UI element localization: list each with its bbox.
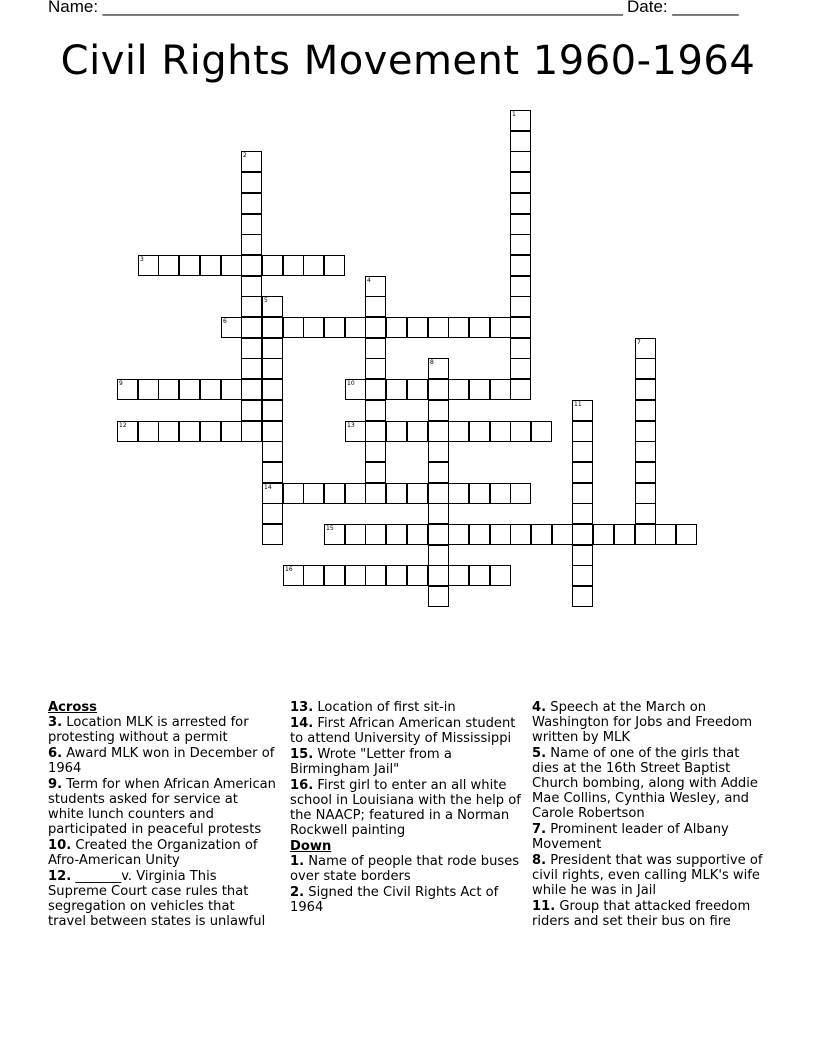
clue-text: Group that attacked freedom riders and set their bus on fire <box>532 899 751 929</box>
crossword-cell[interactable] <box>448 524 469 545</box>
clue-number: 10. <box>48 838 72 853</box>
crossword-cell[interactable] <box>345 483 366 504</box>
crossword-cell[interactable] <box>365 483 386 504</box>
crossword-cell[interactable] <box>365 524 386 545</box>
crossword-cell[interactable] <box>386 483 407 504</box>
crossword-cell[interactable] <box>241 358 262 379</box>
crossword-cell[interactable] <box>365 421 386 442</box>
clue-item <box>48 715 276 745</box>
crossword-cell[interactable] <box>572 586 593 607</box>
cell-number: 14 <box>264 484 272 491</box>
crossword-cell[interactable] <box>510 338 531 359</box>
crossword-cell[interactable] <box>572 441 593 462</box>
date-field-label: Date: _______ <box>627 0 739 16</box>
across-heading: Across <box>48 700 97 715</box>
crossword-cell[interactable] <box>490 317 511 338</box>
crossword-cell[interactable] <box>324 524 345 545</box>
crossword-cell[interactable] <box>428 421 449 442</box>
crossword-cell[interactable] <box>510 214 531 235</box>
crossword-cell[interactable] <box>510 296 531 317</box>
clue-column-1 <box>48 700 276 930</box>
cell-number: 7 <box>637 339 641 346</box>
down-heading: Down <box>290 839 332 854</box>
cell-number: 4 <box>367 277 371 284</box>
crossword-cell[interactable] <box>117 421 138 442</box>
crossword-cell[interactable] <box>262 255 283 276</box>
crossword-cell[interactable] <box>303 483 324 504</box>
crossword-cell[interactable] <box>428 565 449 586</box>
crossword-cell[interactable] <box>345 317 366 338</box>
crossword-cell[interactable] <box>241 193 262 214</box>
crossword-cell[interactable] <box>552 524 573 545</box>
crossword-cell[interactable] <box>428 317 449 338</box>
clue-item <box>532 899 764 929</box>
crossword-cell[interactable] <box>469 524 490 545</box>
clue-text: Speech at the March on Washington for Jobs and Freedom written by MLK <box>532 700 753 745</box>
crossword-cell[interactable] <box>262 441 283 462</box>
crossword-cell[interactable] <box>510 483 531 504</box>
crossword-cell[interactable] <box>241 296 262 317</box>
clue-number: 14. <box>290 716 314 731</box>
crossword-cell[interactable] <box>448 317 469 338</box>
crossword-cell[interactable] <box>635 441 656 462</box>
crossword-cell[interactable] <box>635 400 656 421</box>
page-title: Civil Rights Movement 1960-1964 <box>60 38 756 84</box>
clue-column-3 <box>532 700 764 930</box>
crossword-cell[interactable] <box>138 255 159 276</box>
crossword-cell[interactable] <box>365 276 386 297</box>
cell-number: 10 <box>347 380 355 387</box>
crossword-cell[interactable] <box>241 214 262 235</box>
crossword-cell[interactable] <box>365 462 386 483</box>
crossword-cell[interactable] <box>158 421 179 442</box>
clue-text: President that was supportive of civil rights, even calling MLK's wife while he was in Jail <box>532 853 763 898</box>
crossword-cell[interactable] <box>469 421 490 442</box>
crossword-cell[interactable] <box>490 421 511 442</box>
crossword-cell[interactable] <box>221 379 242 400</box>
crossword-cell[interactable] <box>469 317 490 338</box>
crossword-cell[interactable] <box>510 317 531 338</box>
crossword-cell[interactable] <box>407 379 428 400</box>
cell-number: 8 <box>430 359 434 366</box>
cell-number: 13 <box>347 422 355 429</box>
crossword-cell[interactable] <box>614 524 635 545</box>
clue-text: Signed the Civil Rights Act of 1964 <box>290 885 499 915</box>
crossword-cell[interactable] <box>365 441 386 462</box>
crossword-cell[interactable] <box>262 503 283 524</box>
clue-item <box>48 838 276 868</box>
crossword-cell[interactable] <box>510 524 531 545</box>
clue-number: 4. <box>532 700 547 715</box>
crossword-cell[interactable] <box>407 483 428 504</box>
crossword-cell[interactable] <box>303 317 324 338</box>
crossword-cell[interactable] <box>241 317 262 338</box>
clue-item <box>532 822 764 852</box>
crossword-cell[interactable] <box>324 255 345 276</box>
crossword-cell[interactable] <box>428 586 449 607</box>
crossword-cell[interactable] <box>635 524 656 545</box>
clue-number: 12. <box>48 869 72 884</box>
crossword-cell[interactable] <box>448 483 469 504</box>
crossword-cell[interactable] <box>179 379 200 400</box>
crossword-cell[interactable] <box>635 421 656 442</box>
clue-number: 5. <box>532 746 547 761</box>
clue-text: Name of people that rode buses over state borders <box>290 854 520 884</box>
crossword-cell[interactable] <box>490 379 511 400</box>
clue-column-2 <box>290 700 522 916</box>
crossword-cell[interactable] <box>365 317 386 338</box>
crossword-cell[interactable] <box>283 483 304 504</box>
crossword-cell[interactable] <box>428 358 449 379</box>
cell-number: 5 <box>264 297 268 304</box>
clue-number: 16. <box>290 778 314 793</box>
crossword-cell[interactable] <box>262 317 283 338</box>
cell-number: 1 <box>512 111 516 118</box>
crossword-cell[interactable] <box>490 524 511 545</box>
crossword-cell[interactable] <box>262 338 283 359</box>
crossword-cell[interactable] <box>221 421 242 442</box>
clue-text: Term for when African American students asked for service at white lunch counters and participated in peaceful protests <box>48 777 276 837</box>
clue-number: 13. <box>290 700 314 715</box>
crossword-cell[interactable] <box>635 503 656 524</box>
crossword-cell[interactable] <box>407 524 428 545</box>
crossword-cell[interactable] <box>572 565 593 586</box>
cell-number: 9 <box>119 380 123 387</box>
crossword-cell[interactable] <box>386 421 407 442</box>
crossword-cell[interactable] <box>572 483 593 504</box>
crossword-cell[interactable] <box>572 545 593 566</box>
crossword-cell[interactable] <box>262 400 283 421</box>
crossword-cell[interactable] <box>572 462 593 483</box>
crossword-cell[interactable] <box>138 421 159 442</box>
crossword-cell[interactable] <box>407 421 428 442</box>
clue-item <box>48 869 276 929</box>
crossword-cell[interactable] <box>262 358 283 379</box>
crossword-cell[interactable] <box>635 462 656 483</box>
crossword-cell[interactable] <box>428 462 449 483</box>
clue-text: Prominent leader of Albany Movement <box>532 822 729 852</box>
clue-text: Award MLK won in December of 1964 <box>48 746 275 776</box>
clue-item <box>48 777 276 837</box>
crossword-cell[interactable] <box>365 379 386 400</box>
crossword-cell[interactable] <box>241 172 262 193</box>
crossword-cell[interactable] <box>572 503 593 524</box>
crossword-cell[interactable] <box>510 193 531 214</box>
clue-number: 3. <box>48 715 63 730</box>
crossword-cell[interactable] <box>510 379 531 400</box>
crossword-cell[interactable] <box>593 524 614 545</box>
crossword-cell[interactable] <box>510 255 531 276</box>
clue-number: 2. <box>290 885 305 900</box>
crossword-cell[interactable] <box>200 421 221 442</box>
crossword-cell[interactable] <box>676 524 697 545</box>
clue-text: Wrote "Letter from a Birmingham Jail" <box>290 747 452 777</box>
clue-number: 11. <box>532 899 556 914</box>
clue-text: Name of one of the girls that dies at the 16th Street Baptist Church bombing, along with Addie Mae Collins, Cynthia Wesley, and Carole Robertson <box>532 746 758 821</box>
clue-number: 1. <box>290 854 305 869</box>
crossword-cell[interactable] <box>510 358 531 379</box>
crossword-cell[interactable] <box>531 524 552 545</box>
crossword-cell[interactable] <box>283 255 304 276</box>
clue-item <box>290 747 522 777</box>
crossword-cell[interactable] <box>510 172 531 193</box>
crossword-cell[interactable] <box>448 421 469 442</box>
crossword-cell[interactable] <box>117 379 138 400</box>
crossword-cell[interactable] <box>262 524 283 545</box>
crossword-cell[interactable] <box>635 358 656 379</box>
crossword-cell[interactable] <box>572 421 593 442</box>
crossword-cell[interactable] <box>448 379 469 400</box>
crossword-cell[interactable] <box>345 565 366 586</box>
clue-item <box>290 885 522 915</box>
crossword-cell[interactable] <box>262 483 283 504</box>
crossword-cell[interactable] <box>241 421 262 442</box>
crossword-cell[interactable] <box>138 379 159 400</box>
crossword-cell[interactable] <box>407 565 428 586</box>
crossword-cell[interactable] <box>179 421 200 442</box>
clue-item <box>532 746 764 821</box>
clue-item <box>290 854 522 884</box>
crossword-cell[interactable] <box>262 379 283 400</box>
crossword-cell[interactable] <box>386 379 407 400</box>
crossword-cell[interactable] <box>241 255 262 276</box>
crossword-cell[interactable] <box>303 255 324 276</box>
crossword-cell[interactable] <box>428 379 449 400</box>
crossword-cell[interactable] <box>448 565 469 586</box>
clue-text: First African American student to attend University of Mississippi <box>290 716 516 746</box>
crossword-cell[interactable] <box>635 338 656 359</box>
crossword-cell[interactable] <box>365 400 386 421</box>
crossword-cell[interactable] <box>241 151 262 172</box>
crossword-cell[interactable] <box>469 379 490 400</box>
crossword-cell[interactable] <box>428 503 449 524</box>
crossword-cell[interactable] <box>221 317 242 338</box>
crossword-cell[interactable] <box>303 565 324 586</box>
crossword-cell[interactable] <box>324 483 345 504</box>
clue-text: Created the Organization of Afro-American Unity <box>48 838 258 868</box>
crossword-cell[interactable] <box>179 255 200 276</box>
clue-text: Location MLK is arrested for protesting without a permit <box>48 715 249 745</box>
crossword-cell[interactable] <box>241 379 262 400</box>
clue-item <box>532 700 764 745</box>
clue-number: 6. <box>48 746 63 761</box>
clue-text: _______v. Virginia This Supreme Court case rules that segregation on vehicles that travel between states is unlawful <box>48 869 266 929</box>
crossword-cell[interactable] <box>283 565 304 586</box>
crossword-cell[interactable] <box>572 524 593 545</box>
crossword-cell[interactable] <box>262 421 283 442</box>
crossword-cell[interactable] <box>158 255 179 276</box>
crossword-cell[interactable] <box>407 317 428 338</box>
cell-number: 3 <box>140 256 144 263</box>
crossword-cell[interactable] <box>490 565 511 586</box>
crossword-cell[interactable] <box>241 276 262 297</box>
crossword-cell[interactable] <box>262 296 283 317</box>
clue-item <box>290 778 522 838</box>
cell-number: 6 <box>223 318 227 325</box>
clue-number: 9. <box>48 777 63 792</box>
crossword-cell[interactable] <box>386 524 407 545</box>
cell-number: 12 <box>119 422 127 429</box>
crossword-cell[interactable] <box>510 151 531 172</box>
clue-text: First girl to enter an all white school in Louisiana with the help of the NAACP; featured in a Norman Rockwell painting <box>290 778 521 838</box>
cell-number: 11 <box>574 401 582 408</box>
crossword-cell[interactable] <box>241 400 262 421</box>
clue-item <box>290 716 522 746</box>
crossword-cell[interactable] <box>572 400 593 421</box>
crossword-cell[interactable] <box>345 524 366 545</box>
crossword-cell[interactable] <box>510 421 531 442</box>
crossword-cell[interactable] <box>531 421 552 442</box>
crossword-cell[interactable] <box>469 565 490 586</box>
name-field-label: Name: _______________________________________________________ <box>48 0 623 16</box>
crossword-cell[interactable] <box>655 524 676 545</box>
crossword-cell[interactable] <box>635 483 656 504</box>
crossword-cell[interactable] <box>324 317 345 338</box>
crossword-cell[interactable] <box>490 483 511 504</box>
crossword-cell[interactable] <box>635 379 656 400</box>
crossword-cell[interactable] <box>510 234 531 255</box>
crossword-cell[interactable] <box>158 379 179 400</box>
crossword-cell[interactable] <box>200 255 221 276</box>
crossword-cell[interactable] <box>365 358 386 379</box>
crossword-cell[interactable] <box>428 545 449 566</box>
crossword-cell[interactable] <box>428 483 449 504</box>
crossword-cell[interactable] <box>365 296 386 317</box>
crossword-cell[interactable] <box>241 338 262 359</box>
crossword-cell[interactable] <box>365 565 386 586</box>
clue-number: 7. <box>532 822 547 837</box>
cell-number: 15 <box>326 525 334 532</box>
clue-item <box>48 746 276 776</box>
clue-item <box>532 853 764 898</box>
crossword-cell[interactable] <box>241 234 262 255</box>
crossword-cell[interactable] <box>345 379 366 400</box>
clue-number: 15. <box>290 747 314 762</box>
crossword-cell[interactable] <box>428 524 449 545</box>
clue-text: Location of first sit-in <box>313 700 456 715</box>
crossword-cell[interactable] <box>510 131 531 152</box>
crossword-cell[interactable] <box>510 110 531 131</box>
cell-number: 16 <box>285 566 293 573</box>
crossword-cell[interactable] <box>200 379 221 400</box>
clue-item <box>290 700 522 715</box>
crossword-cell[interactable] <box>345 421 366 442</box>
crossword-cell[interactable] <box>365 338 386 359</box>
crossword-cell[interactable] <box>283 317 304 338</box>
crossword-cell[interactable] <box>386 565 407 586</box>
crossword-cell[interactable] <box>324 565 345 586</box>
cell-number: 2 <box>243 152 247 159</box>
crossword-cell[interactable] <box>428 400 449 421</box>
crossword-cell[interactable] <box>510 276 531 297</box>
crossword-cell[interactable] <box>221 255 242 276</box>
crossword-cell[interactable] <box>428 441 449 462</box>
crossword-cell[interactable] <box>262 462 283 483</box>
crossword-cell[interactable] <box>469 483 490 504</box>
crossword-cell[interactable] <box>386 317 407 338</box>
clue-number: 8. <box>532 853 547 868</box>
